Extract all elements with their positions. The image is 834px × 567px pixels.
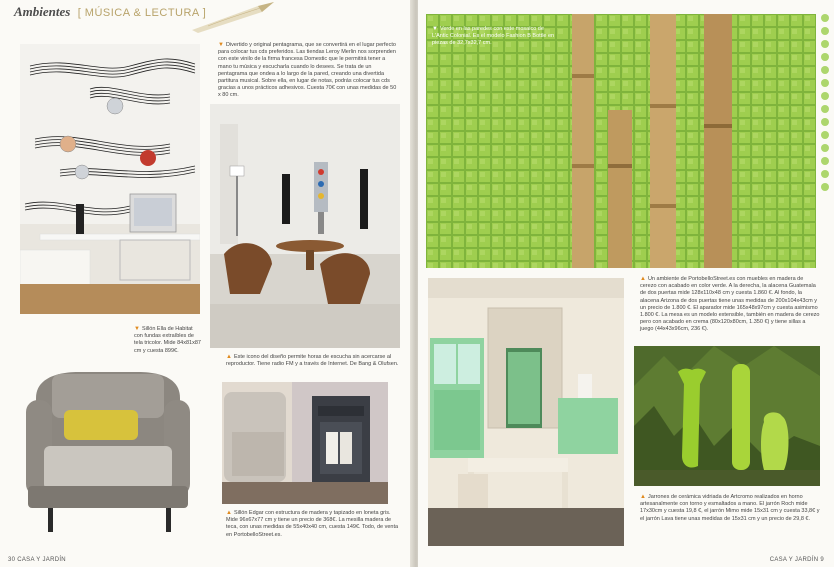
- fountain-pen-icon: [188, 0, 280, 34]
- decorative-dots: [818, 14, 832, 196]
- caption-vases: [640, 494, 820, 523]
- footer-right: CASA Y JARDÍN 9: [769, 557, 824, 563]
- triangle-bullet-icon: ▲: [640, 494, 646, 500]
- caption-portobello-text: Un ambiente de PortobelloStreet.es con muebles en madera de cerezo con acabado en color verde. A la derecha, la alacena Guatemala de dos puertas mide 128x110x48 cm y cuesta 1.860 €. Al fondo, la alacena Arizona de dos puertas tiene unas medidas de 200x104x43cm y un precio de 1.800 €. El aparador mide 165x48x97cm y cuesta asimismo 1.800 €. La mesa es un modelo extensible, también en madera de cerezo pero con acabado en crema (80x120x80cm, 1.350 €) y tiene sillas a juego (44x43x96cm, 236 €).: [640, 276, 820, 333]
- triangle-bullet-icon: ▲: [640, 276, 646, 282]
- photo-pentagram-wall: [20, 44, 200, 314]
- photo-speaker-room: [210, 104, 400, 348]
- footer-left: 30 CASA Y JARDÍN: [8, 557, 66, 563]
- caption-portobello: [640, 276, 820, 334]
- caption-edgar: [226, 510, 402, 539]
- photo-green-dining-room: [428, 278, 624, 546]
- triangle-bullet-icon: ▼: [134, 326, 140, 332]
- left-page: [0, 0, 414, 567]
- caption-bang-olufsen: [226, 354, 402, 368]
- triangle-bullet-icon: ▲: [226, 510, 232, 516]
- caption-edgar-text: Sillón Edgar con estructura de madera y tapizado en loneta gris. Mide 96x67x77 cm y tiene un precio de 368€. La mesilla madera de teca, con unas medidas de 55x40x40 cm, cuesta 149€. Todo, de venta en PortobelloStreet.es.: [226, 510, 399, 538]
- caption-bang-text: Este icono del diseño permite horas de escucha sin acercarse al reproductor. Tiene radio FM y a través de Internet. De Bang & Olufsen.: [226, 354, 399, 368]
- section-title: Ambientes: [14, 4, 71, 19]
- caption-pentagram-text: Divertido y original pentagrama, que se convertirá en el lugar perfecto para colocar tus cds preferidos. Las tiendas Leroy Merlin nos sorprenden con este vinilo de la firma francesa Domestic que le permitirá tener a mano tu música y escucharla cuando lo desees. Se trata de un pentagrama que ondea a lo largo de la pared, creando una divertida partitura musical. Sobre ella, en lugar de notas, podrás colocar tus cds gracias a unos prácticos adhesivos. Cuesta 70€ con unas medidas de 50 x 80 cm.: [218, 42, 397, 99]
- caption-ella-text: Sillón Ella de Habitat con fundas extraíbles de tela tricolor. Mide 84x81x87 cm y cuesta 899€.: [134, 326, 201, 354]
- photo-armchair-ella: [18, 368, 198, 538]
- photo-armchair-edgar: [222, 382, 388, 504]
- photo-green-vases: [634, 346, 820, 486]
- section-category: [ MÚSICA & LECTURA ]: [77, 7, 207, 19]
- photo-green-mosaic: [426, 14, 816, 268]
- triangle-bullet-icon: ▲: [226, 354, 232, 360]
- caption-vases-text: Jarrones de cerámica vidriada de Artcromo realizados en horno artesanalmente con torno y esmaltados a mano. El jarrón Roch mide 17x30cm y cuesta 19,8 €, el jarrón Mimo mide 15x31 cm y cuesta 33,8€ y el jarrón Lava tiene unas medidas de 15x31 cm y un precio de 29,8 €.: [640, 494, 820, 522]
- right-page: [418, 0, 834, 567]
- triangle-bullet-icon: ▼: [218, 42, 224, 48]
- caption-mosaic-text: Verde en las paredes con este mosaico de L'Antic Colonial. Es el modelo Fashion B Bottle en piezas de 32,7x32,7 cm.: [432, 26, 555, 47]
- caption-mosaic: [432, 26, 558, 48]
- section-header: [14, 4, 206, 20]
- caption-armchair-ella: [134, 326, 202, 355]
- triangle-bullet-icon: ▼: [432, 26, 438, 32]
- caption-pentagram: [218, 42, 400, 100]
